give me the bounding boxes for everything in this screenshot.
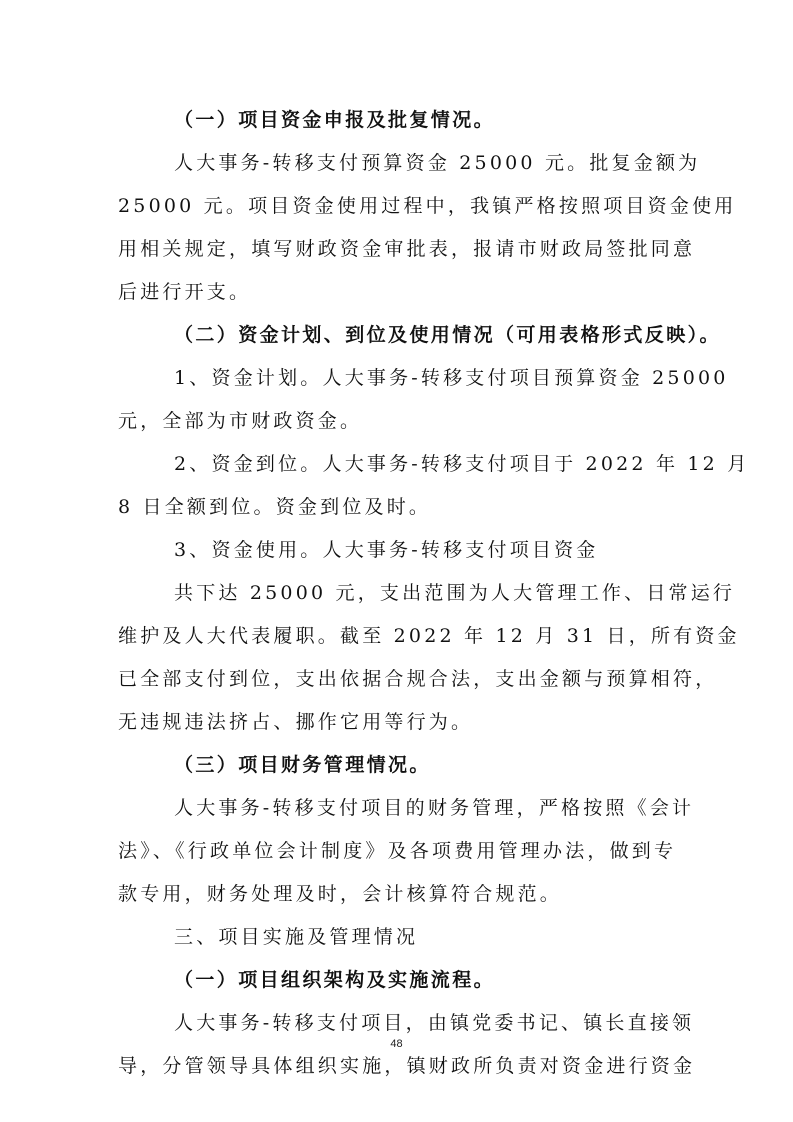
paragraph-line: 无违规违法挤占、挪作它用等行为。 [118,711,474,733]
paragraph-line: 已全部支付到位，支出依据合规合法，支出金额与预算相符， [118,668,718,690]
paragraph-line: 2、资金到位。人大事务-转移支付项目于 2022 年 12 月 [174,453,750,475]
paragraph-line: 法》、《行政单位会计制度》及各项费用管理办法，做到专 [118,840,677,862]
paragraph-line: 维护及人大代表履职。截至 2022 年 12 月 31 日，所有资金 [118,625,740,647]
paragraph-line: 用相关规定，填写财政资金审批表，报请市财政局签批同意 [118,238,696,260]
paragraph-line: 后进行开支。 [118,281,252,303]
paragraph-line: 导，分管领导具体组织实施，镇财政所负责对资金进行资金 [118,1055,696,1077]
paragraph-line: 共下达 25000 元，支出范围为人大管理工作、日常运行 [174,582,736,604]
paragraph-line: 人大事务-转移支付项目，由镇党委书记、镇长直接领 [174,1012,695,1034]
paragraph-line: 人大事务-转移支付预算资金 25000 元。批复金额为 [174,152,701,174]
paragraph-line: 3、资金使用。人大事务-转移支付项目资金 [174,539,599,561]
page-number: 48 [390,1038,403,1050]
section-title-implementation: 三、项目实施及管理情况 [174,926,419,948]
section-heading-organization: （一）项目组织架构及实施流程。 [174,969,496,991]
paragraph-line: 8 日全额到位。资金到位及时。 [118,496,432,518]
section-heading-financial-management: （三）项目财务管理情况。 [174,754,431,776]
paragraph-line: 1、资金计划。人大事务-转移支付项目预算资金 25000 [174,367,729,389]
paragraph-line: 元，全部为市财政资金。 [118,410,363,432]
paragraph-line: 25000 元。项目资金使用过程中，我镇严格按照项目资金使用 [118,195,737,217]
section-heading-fund-plan: （二）资金计划、到位及使用情况（可用表格形式反映）。 [174,324,721,346]
section-heading-funding-application: （一）项目资金申报及批复情况。 [174,109,496,131]
paragraph-line: 款专用，财务处理及时，会计核算符合规范。 [118,883,563,905]
paragraph-line: 人大事务-转移支付项目的财务管理，严格按照《会计 [174,797,695,819]
